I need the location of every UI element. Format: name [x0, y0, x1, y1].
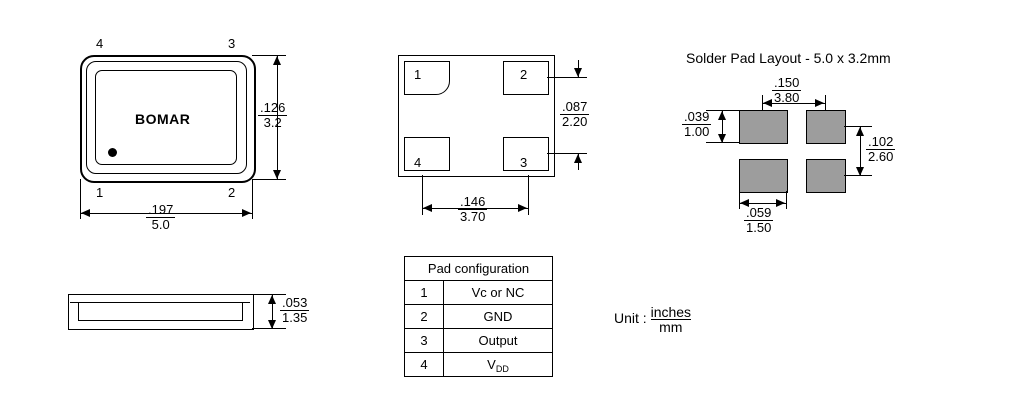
solder-pitchy-dim	[866, 135, 895, 164]
solder-pad-top-left	[739, 110, 788, 144]
top-view-width-arrow-right	[242, 209, 251, 217]
side-view-height-arrow-up	[268, 295, 276, 304]
bottom-view-hpitch-arrow-right	[518, 204, 527, 212]
side-view-height-inches: .053	[282, 295, 308, 310]
bottom-view-pin-4-label: 4	[414, 155, 422, 170]
solder-padh-arrow-down	[718, 134, 726, 143]
pad-row-2-function: GND	[444, 305, 553, 329]
bottom-view-pin-2-label: 2	[520, 67, 528, 82]
top-view-width-mm: 5.0	[151, 217, 170, 232]
side-view-height-mm: 1.35	[282, 310, 308, 325]
top-view-height-mm: 3.2	[263, 115, 282, 130]
bottom-view-hpitch-mm: 3.70	[460, 209, 486, 224]
top-view-pin-3-label: 3	[228, 36, 236, 51]
table-row	[405, 305, 553, 329]
top-view-pin-4-label: 4	[96, 36, 104, 51]
bottom-view-vpitch-ext-top	[547, 77, 587, 78]
bottom-view-hpitch-arrow-left	[423, 204, 432, 212]
solder-pitchx-ext-right	[825, 95, 826, 111]
bottom-view-pad-1	[404, 61, 450, 95]
bottom-view-vpitch-dim	[560, 100, 589, 129]
pin-1-marker-dot	[108, 148, 117, 157]
top-view-pin-1-label: 1	[96, 185, 104, 200]
bottom-view-hpitch-inches: .146	[460, 194, 486, 209]
side-view-right-edge	[242, 302, 243, 321]
solder-pitchx-arrow-right	[815, 99, 824, 107]
unit-label: Unit :	[614, 310, 647, 327]
solder-pad-bottom-left	[739, 159, 788, 193]
solder-pad-bottom-right	[806, 159, 846, 193]
solder-padw-inches: .059	[746, 205, 772, 220]
top-view-pin-2-label: 2	[228, 185, 236, 200]
solder-pitchy-inches: .102	[868, 134, 894, 149]
bottom-view-hpitch-dim	[458, 195, 487, 224]
pad-row-1-function: Vc or NC	[444, 281, 553, 305]
solder-pitchx-mm: 3.80	[774, 90, 800, 105]
pad-row-4-pin: 4	[405, 353, 444, 377]
side-view-body	[68, 294, 254, 330]
brand-label: BOMAR	[135, 111, 191, 127]
top-view-height-inches: .126	[260, 100, 286, 115]
pad-config-header: Pad configuration	[405, 257, 553, 281]
solder-pitchy-mm: 2.60	[868, 149, 894, 164]
top-view-width-dim	[146, 203, 175, 232]
pad-configuration-table	[404, 256, 553, 377]
pad-row-4-function-cell	[444, 353, 553, 377]
bottom-view-vpitch-inches: .087	[562, 99, 588, 114]
side-view-height-arrow-down	[268, 320, 276, 329]
bottom-view-vpitch-arrow-up	[574, 154, 582, 163]
solder-padh-arrow-up	[718, 111, 726, 120]
solder-pitchy-arrow-down	[856, 167, 864, 176]
top-view-height-arrow-up	[273, 56, 281, 65]
solder-padw-mm: 1.50	[746, 220, 772, 235]
side-view-base-line	[78, 320, 242, 321]
bottom-view-vpitch-mm: 2.20	[562, 114, 588, 129]
solder-padw-ext-right	[786, 191, 787, 209]
top-view-width-ext-right	[252, 179, 253, 219]
top-view-width-inches: .197	[148, 202, 174, 217]
pad-row-4-function: V	[487, 357, 496, 372]
solder-pad-top-right	[806, 110, 846, 144]
pad-row-1-pin: 1	[405, 281, 444, 305]
solder-padh-inches: .039	[684, 109, 710, 124]
side-view-lid-line	[70, 302, 250, 303]
solder-padw-arrow-right	[776, 199, 785, 207]
solder-pad-title: Solder Pad Layout - 5.0 x 3.2mm	[686, 50, 891, 66]
table-row	[405, 329, 553, 353]
pad-row-3-pin: 3	[405, 329, 444, 353]
table-header-row	[405, 257, 553, 281]
solder-pitchx-dim	[772, 76, 801, 105]
table-row	[405, 353, 553, 377]
solder-pitchx-inches: .150	[774, 75, 800, 90]
bottom-view-pin-3-label: 3	[520, 155, 528, 170]
unit-numerator: inches	[650, 304, 692, 320]
bottom-view-pad-4	[404, 137, 450, 171]
top-view-height-arrow-down	[273, 170, 281, 179]
bottom-view-pin-1-label: 1	[414, 67, 422, 82]
top-view-height-ext-bottom	[252, 179, 286, 180]
top-view-width-arrow-left	[81, 209, 90, 217]
solder-padw-dim	[744, 206, 773, 235]
pad-row-3-function: Output	[444, 329, 553, 353]
solder-pitchx-arrow-left	[763, 99, 772, 107]
solder-padh-dim	[682, 110, 711, 139]
solder-padh-mm: 1.00	[684, 124, 710, 139]
side-view-height-dim	[280, 296, 309, 325]
bottom-view-vpitch-arrow-down	[574, 68, 582, 77]
unit-note	[614, 305, 691, 334]
pad-row-4-function-sub: DD	[495, 364, 509, 374]
table-row	[405, 281, 553, 305]
bottom-view-hpitch-ext-right	[528, 175, 529, 215]
unit-denominator: mm	[659, 319, 683, 335]
side-view-left-edge	[78, 302, 79, 321]
pad-row-2-pin: 2	[405, 305, 444, 329]
solder-pitchy-arrow-up	[856, 127, 864, 136]
unit-fraction	[651, 305, 691, 334]
top-view-height-dim	[258, 101, 287, 130]
